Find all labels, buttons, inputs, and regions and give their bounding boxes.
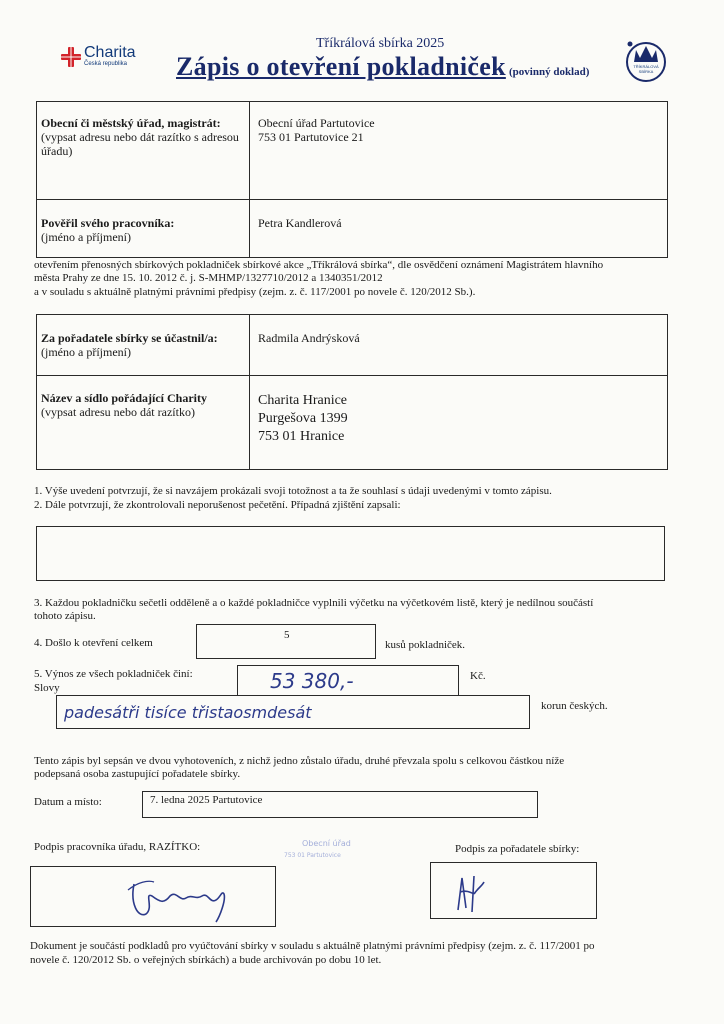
collection-subtitle: Tříkrálová sbírka 2025 xyxy=(316,36,445,51)
words-unit: korun českých. xyxy=(541,700,608,712)
charity-label: Název a sídlo pořádající Charity xyxy=(41,391,207,405)
office-signature-label: Podpis pracovníka úřadu, RAZÍTKO: xyxy=(34,841,201,853)
date-place-label: Datum a místo: xyxy=(34,796,102,808)
stamp-line1: Obecní úřad xyxy=(302,839,351,848)
footer-line1: Dokument je součástí podkladů pro vyúčtování sbírky v souladu s aktuálně platnými právními předpisy (zejm. z. č. 117/2001 po xyxy=(30,940,595,952)
org-name: Charita xyxy=(84,44,136,61)
organizer-hint: (jméno a příjmení) xyxy=(41,345,131,359)
count-value: 5 xyxy=(284,629,290,641)
office-signature-icon xyxy=(124,874,254,924)
statement-3-line1: 3. Každou pokladničku sečetli odděleně a o každé pokladničce vyplnili výčetku na výčetkovém listě, který je nedílnou součástí xyxy=(34,597,594,609)
trikralova-badge xyxy=(622,36,670,84)
page-title: Zápis o otevření pokladniček xyxy=(176,52,506,81)
worker-label: Pověřil svého pracovníka: xyxy=(41,216,175,230)
divider xyxy=(36,199,668,200)
statement-2: 2. Dále potvrzují, že zkontrolovali neporušenost pečetění. Případná zjištění zapsali: xyxy=(34,499,401,511)
organizer-label: Za pořadatele sbírky se účastnil/a: xyxy=(41,331,218,345)
office-value-line2: 753 01 Partutovice 21 xyxy=(258,130,364,144)
office-stamp xyxy=(284,839,374,871)
legal-text-line2: města Prahy ze dne 15. 10. 2012 č. j. S-MHMP/1327710/2012 a 1340351/2012 xyxy=(34,272,383,284)
date-place-value: 7. ledna 2025 Partutovice xyxy=(150,794,263,806)
amount-unit: Kč. xyxy=(470,670,486,682)
charita-cross-icon xyxy=(60,46,82,68)
org-sub: Česká republika xyxy=(84,61,128,67)
charity-hint: (vypsat adresu nebo dát razítko) xyxy=(41,405,195,419)
organizer-signature-label: Podpis za pořadatele sbírky: xyxy=(455,843,580,855)
organizer-signature-icon xyxy=(448,868,498,918)
office-value-line1: Obecní úřad Partutovice xyxy=(258,116,375,130)
divider xyxy=(249,314,250,470)
charity-value-line3: 753 01 Hranice xyxy=(258,429,345,444)
statement-3-line2: tohoto zápisu. xyxy=(34,610,96,622)
legal-text-line1: otevřením přenosných sbírkových pokladniček sbírkové akce „Tříkrálová sbírka“, dle osvědčení oznámení Magistrátem hlavního xyxy=(34,259,604,271)
divider xyxy=(249,101,250,258)
organizer-value: Radmila Andrýsková xyxy=(258,331,360,345)
legal-text-line3: a v souladu s aktuálně platnými právními předpisy (zejm. z. č. 117/2001 po novele č. 120/2012 Sb.). xyxy=(34,286,476,298)
office-hint: (vypsat adresu nebo dát razítko s adresou úřadu) xyxy=(41,130,239,158)
statement-1: 1. Výše uvedení potvrzují, že si navzájem prokázali svoji totožnost a ta že souhlasí s údaji uvedenými v tomto zápisu. xyxy=(34,485,552,497)
three-kings-crown-icon xyxy=(622,36,670,84)
count-label: 4. Došlo k otevření celkem xyxy=(34,637,153,649)
words-label: Slovy xyxy=(34,682,60,694)
amount-value: 53 380,- xyxy=(270,669,354,693)
title-note: (povinný doklad) xyxy=(509,66,590,78)
worker-hint: (jméno a příjmení) xyxy=(41,230,131,244)
findings-box xyxy=(36,526,665,581)
amount-label: 5. Výnos ze všech pokladniček činí: xyxy=(34,668,193,680)
stamp-line2: 753 01 Partutovice xyxy=(284,852,341,859)
charita-logo xyxy=(60,44,150,74)
charity-value-line1: Charita Hranice xyxy=(258,393,348,408)
words-value: padesátři tisíce třistaosmdesát xyxy=(64,703,312,722)
count-unit: kusů pokladniček. xyxy=(385,639,466,651)
worker-value: Petra Kandlerová xyxy=(258,216,342,230)
footer-line2: novele č. 120/2012 Sb. o veřejných sbírkách) a bude archivován po dobu 10 let. xyxy=(30,954,382,966)
divider xyxy=(36,375,668,376)
charity-value-line2: Purgešova 1399 xyxy=(258,411,348,426)
closing-line2: podepsaná osoba zastupující pořadatele sbírky. xyxy=(34,768,241,780)
badge-text: TŘÍKRÁLOVÁ SBÍRKA xyxy=(633,64,659,74)
closing-line1: Tento zápis byl sepsán ve dvou vyhotoveních, z nichž jedno zůstalo úřadu, druhé převzala spolu s celkovou částkou níže xyxy=(34,755,565,767)
office-label: Obecní či městský úřad, magistrát: xyxy=(41,116,221,130)
